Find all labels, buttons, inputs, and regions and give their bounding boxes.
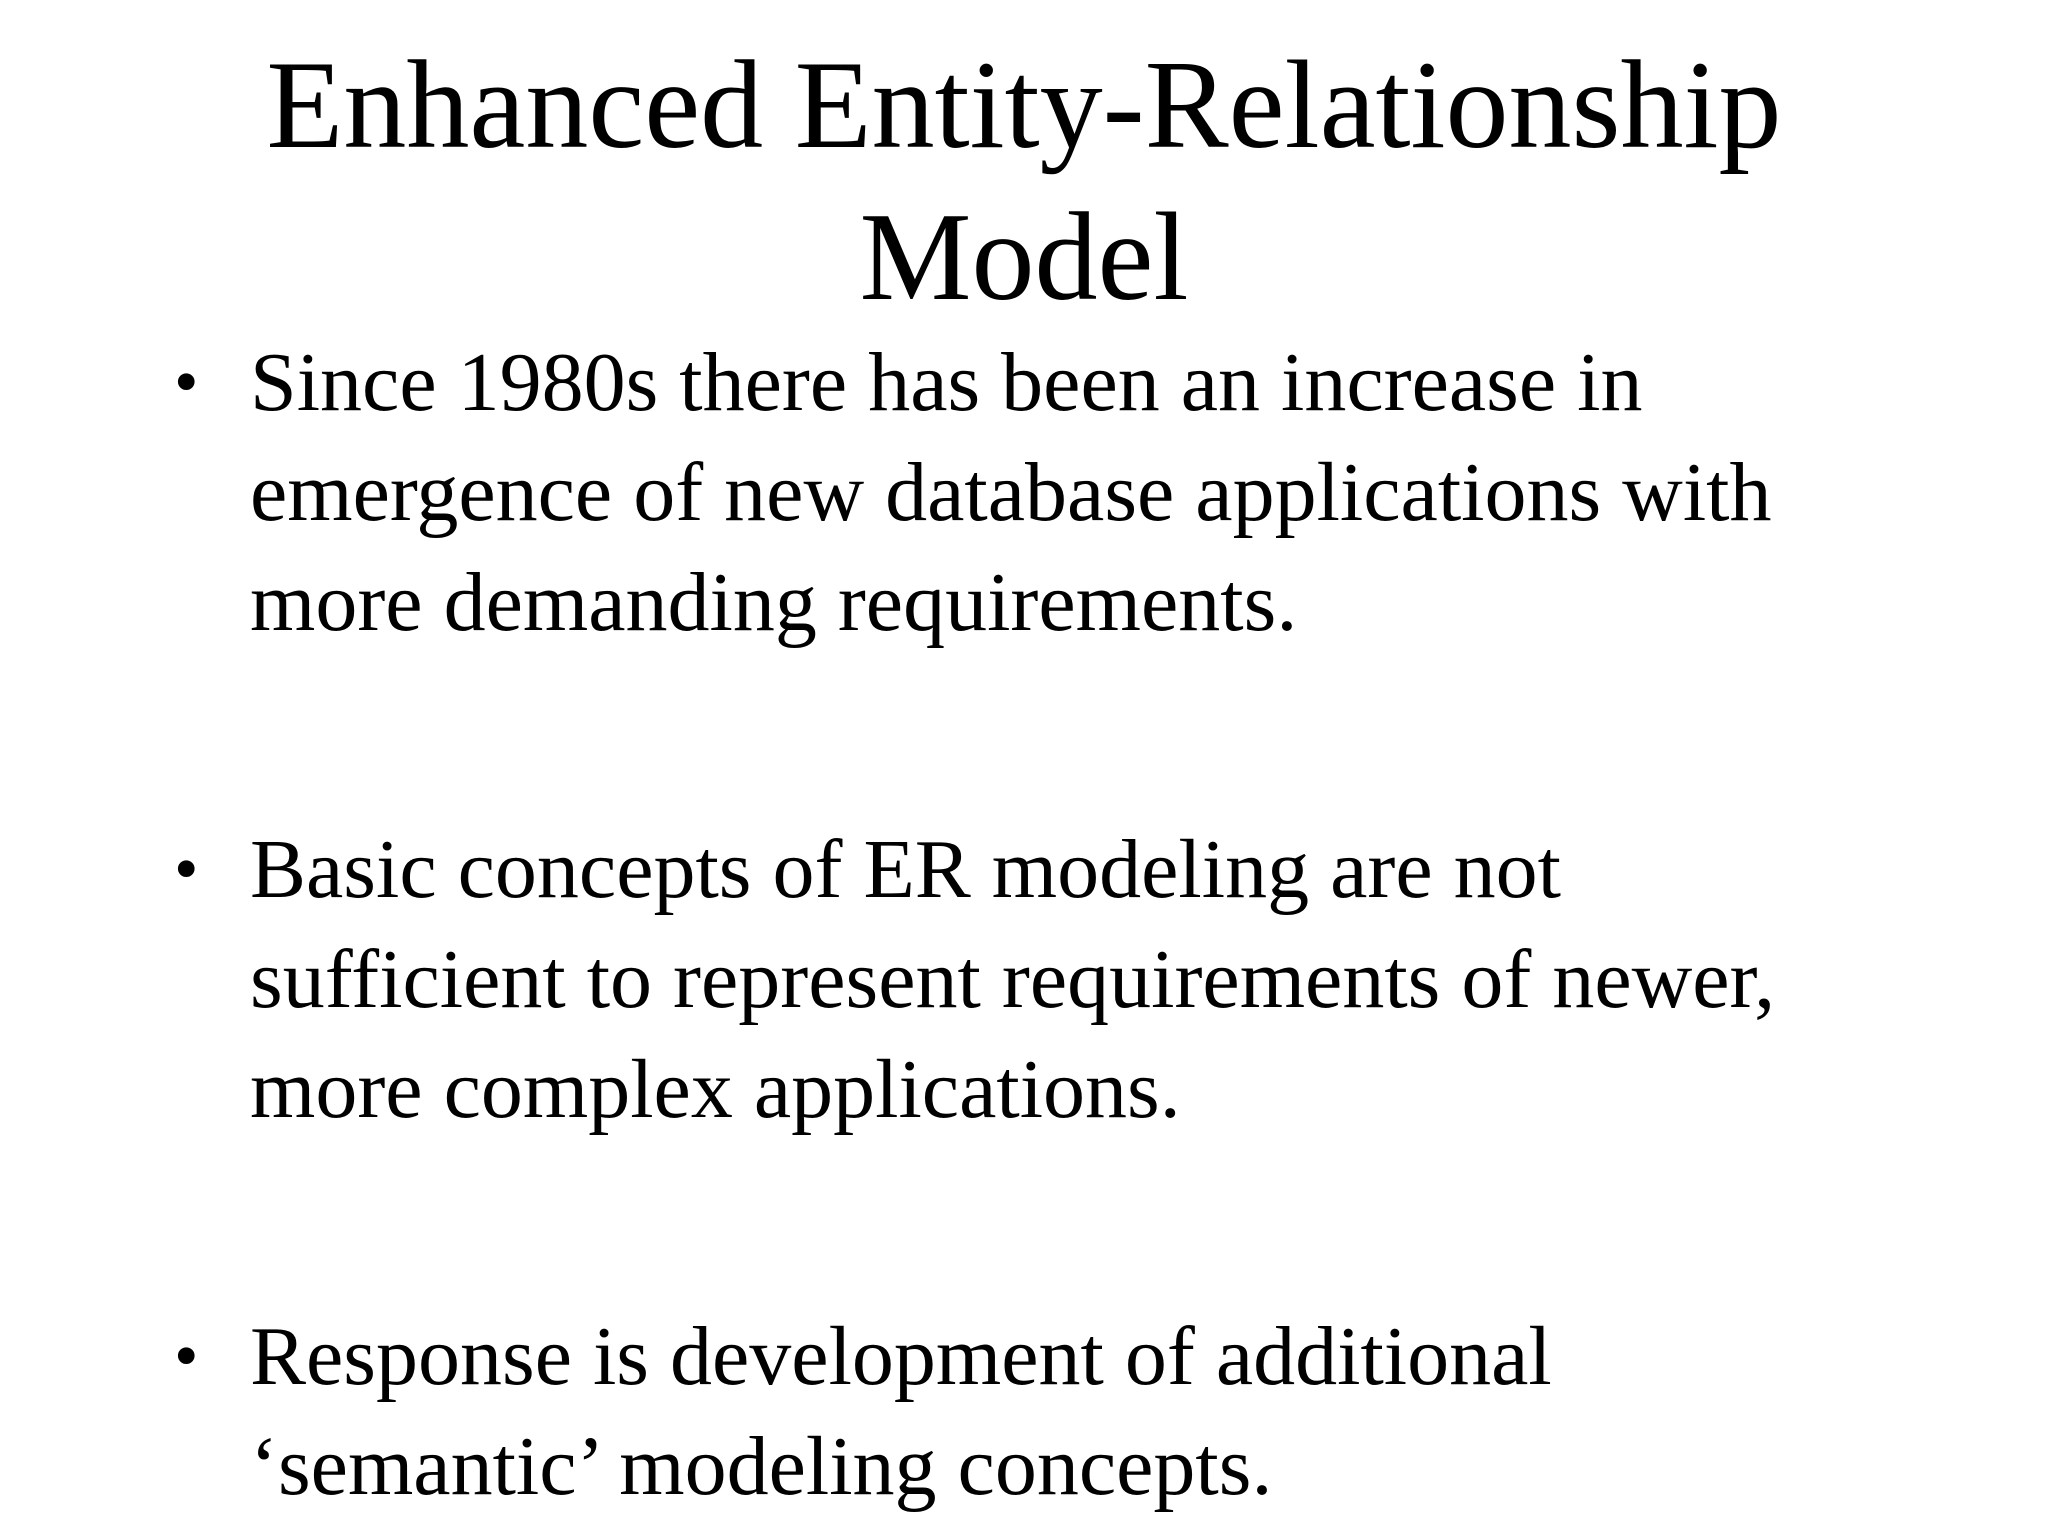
bullet-item: [174, 815, 1890, 1145]
bullet-item: [174, 1302, 1890, 1522]
bullet-icon: •: [174, 1318, 199, 1395]
slide-title: [0, 30, 2048, 334]
bullet-icon: •: [174, 344, 199, 421]
slide-title-line-1: Enhanced Entity-Relationship: [266, 36, 1782, 175]
bullet-text: Response is development of additional ‘semantic’ modeling concepts.: [250, 1310, 1552, 1513]
bullet-text: Basic concepts of ER modeling are not sufficient to represent requirements of newer, more complex applications.: [250, 823, 1776, 1136]
bullet-icon: •: [174, 831, 199, 908]
bullet-text: Since 1980s there has been an increase in emergence of new database applications with more demanding requirements.: [250, 336, 1772, 649]
slide-title-line-2: Model: [859, 188, 1189, 327]
bullet-item: [174, 328, 1890, 658]
